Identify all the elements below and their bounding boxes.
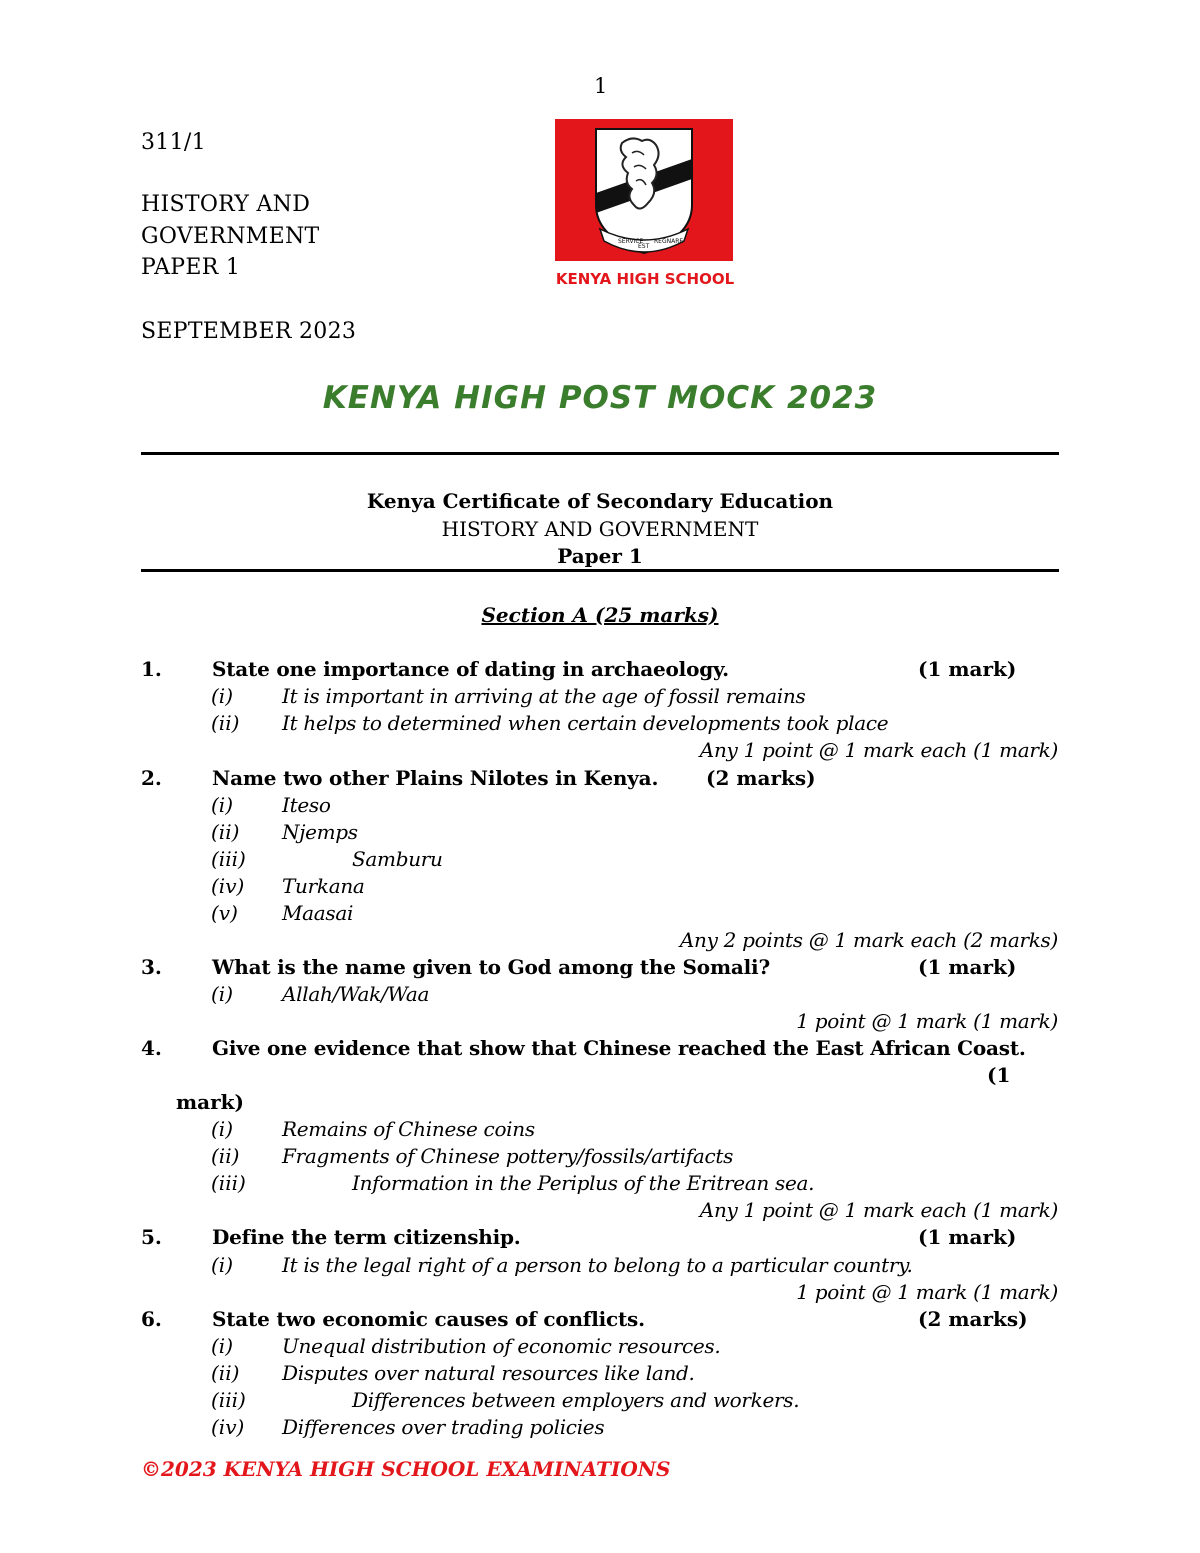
answer-text: It is important in arriving at the age of fossil remains <box>282 684 806 708</box>
question-marks: (1 mark) <box>918 955 1017 979</box>
question-number: 2. <box>141 766 162 790</box>
question-number: 5. <box>141 1225 162 1249</box>
section-heading: Section A (25 marks) <box>481 603 719 627</box>
question-number: 6. <box>141 1307 162 1331</box>
answer-text: Disputes over natural resources like land. <box>282 1361 695 1385</box>
question-marks: (1 mark) <box>918 1225 1017 1249</box>
question-number: 3. <box>141 955 162 979</box>
question-text: What is the name given to God among the Somali? <box>212 955 770 979</box>
answer-number: (i) <box>211 1334 234 1358</box>
copyright-footer: ©2023 KENYA HIGH SCHOOL EXAMINATIONS <box>141 1457 671 1481</box>
question-marks: (2 marks) <box>918 1307 1028 1331</box>
answer-number: (ii) <box>211 711 240 735</box>
question-marks-continued: mark) <box>176 1090 244 1114</box>
answer-number: (iv) <box>211 1415 245 1439</box>
answer-text: Information in the Periplus of the Eritrean sea. <box>352 1171 815 1195</box>
question-number: 1. <box>141 657 162 681</box>
answer-number: (i) <box>211 1253 234 1277</box>
answer-text: Remains of Chinese coins <box>282 1117 535 1141</box>
exam-line-2: HISTORY AND GOVERNMENT <box>441 517 759 541</box>
answer-text: Maasai <box>282 901 354 925</box>
answer-number: (ii) <box>211 1361 240 1385</box>
answer-text: It is the legal right of a person to belong to a particular country. <box>282 1253 913 1277</box>
answer-text: Differences over trading policies <box>282 1415 605 1439</box>
question-marks: (1 mark) <box>918 657 1017 681</box>
award-note: Any 1 point @ 1 mark each (1 mark) <box>699 1198 1058 1222</box>
question-text: State two economic causes of conflicts. <box>212 1307 645 1331</box>
paper-code: 311/1 <box>141 130 206 155</box>
answer-number: (iii) <box>211 1171 246 1195</box>
top-rule <box>141 452 1059 455</box>
answer-text: Turkana <box>282 874 365 898</box>
motto-center: EST <box>638 243 650 250</box>
answer-number: (i) <box>211 684 234 708</box>
exam-date: SEPTEMBER 2023 <box>141 319 357 344</box>
question-text: Define the term citizenship. <box>212 1225 521 1249</box>
answer-text: Fragments of Chinese pottery/fossils/artifacts <box>282 1144 734 1168</box>
question-text: Name two other Plains Nilotes in Kenya. <box>212 766 659 790</box>
motto-right: REGNARE <box>654 238 684 245</box>
answer-number: (ii) <box>211 820 240 844</box>
award-note: Any 2 points @ 1 mark each (2 marks) <box>679 928 1058 952</box>
page-title: KENYA HIGH POST MOCK 2023 <box>322 380 878 416</box>
question-text: State one importance of dating in archaeology. <box>212 657 729 681</box>
award-note: 1 point @ 1 mark (1 mark) <box>796 1280 1058 1304</box>
answer-number: (i) <box>211 1117 234 1141</box>
answer-number: (iv) <box>211 874 245 898</box>
answer-text: Allah/Wak/Waa <box>282 982 430 1006</box>
answer-text: Differences between employers and workers. <box>352 1388 800 1412</box>
exam-line-3: Paper 1 <box>557 544 643 568</box>
school-logo <box>530 117 760 292</box>
paper-label: PAPER 1 <box>141 255 241 280</box>
exam-line-1: Kenya Certificate of Secondary Education <box>366 489 834 513</box>
question-text: Give one evidence that show that Chinese reached the East African Coast. <box>212 1036 1026 1060</box>
page-number: 1 <box>594 74 608 98</box>
award-note: Any 1 point @ 1 mark each (1 mark) <box>699 738 1058 762</box>
answer-number: (ii) <box>211 1144 240 1168</box>
answer-number: (i) <box>211 982 234 1006</box>
subject-line-2: GOVERNMENT <box>141 224 320 249</box>
logo-school-name: KENYA HIGH SCHOOL <box>555 270 735 288</box>
bottom-rule <box>141 569 1059 572</box>
answer-number: (iii) <box>211 847 246 871</box>
answer-text: Iteso <box>282 793 331 817</box>
answer-number: (v) <box>211 901 238 925</box>
question-marks: (1 <box>987 1063 1011 1087</box>
answer-number: (iii) <box>211 1388 246 1412</box>
answer-text: Unequal distribution of economic resources. <box>282 1334 721 1358</box>
motto-left: SERVICE <box>618 238 644 245</box>
crest-icon <box>530 117 760 292</box>
answer-text: Samburu <box>352 847 443 871</box>
answer-text: Njemps <box>282 820 358 844</box>
question-number: 4. <box>141 1036 162 1060</box>
award-note: 1 point @ 1 mark (1 mark) <box>796 1009 1058 1033</box>
answer-number: (i) <box>211 793 234 817</box>
question-marks: (2 marks) <box>706 766 816 790</box>
answer-text: It helps to determined when certain developments took place <box>282 711 889 735</box>
subject-line-1: HISTORY AND <box>141 192 311 217</box>
